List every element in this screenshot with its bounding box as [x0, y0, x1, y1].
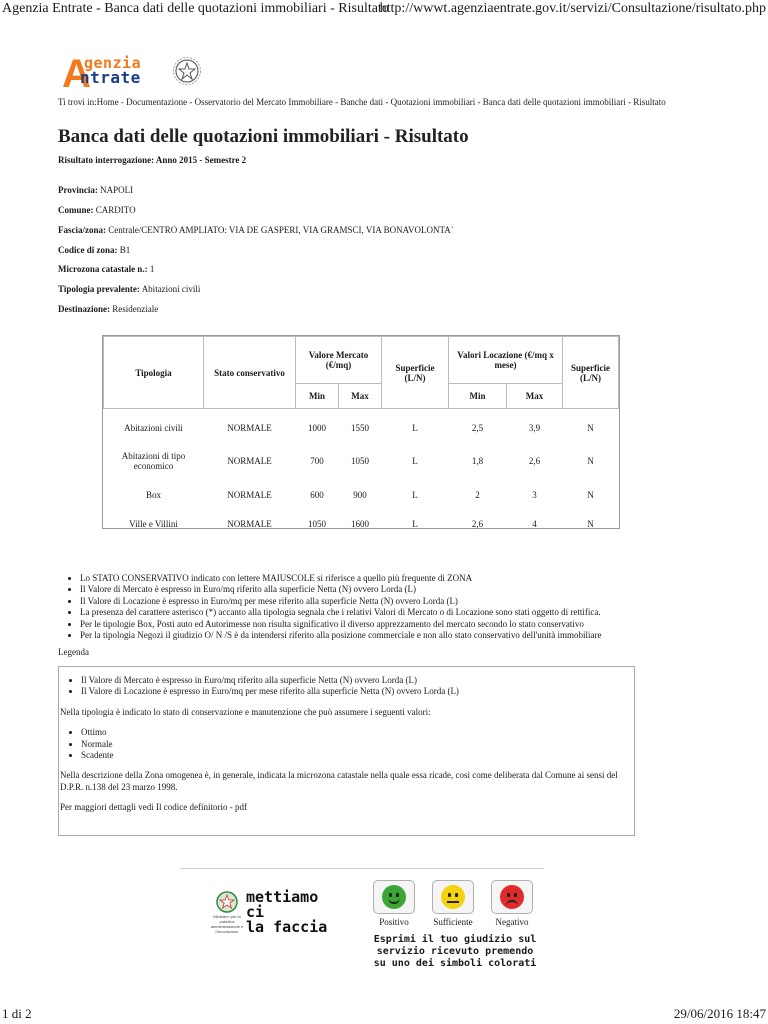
- giudizio-prompt: Esprimi il tuo giudizio sul servizio ricevuto premendo su uno dei simboli colorati: [373, 934, 537, 969]
- legenda-dettagli-link[interactable]: Per maggiori dettagli vedi Il codice definitorio - pdf: [60, 802, 247, 813]
- field-value: Residenziale: [112, 304, 159, 314]
- table-cell: L: [412, 422, 418, 433]
- col-header-max: Max: [339, 384, 382, 409]
- wordmark-line1: mettiamo ci: [246, 888, 319, 921]
- table-cell: 3: [532, 489, 537, 500]
- notes-list: [58, 573, 670, 641]
- table-cell: 1,8: [471, 456, 484, 466]
- note-item: • Il Valore di Mercato è espresso in Euro/mq riferito alla superficie Netta (N) ovvero Lorda (L): [80, 584, 670, 595]
- logo-line2: ntrate: [80, 68, 141, 87]
- legenda-box: [58, 666, 635, 836]
- table-cell: 600: [310, 489, 324, 500]
- quotations-table: [103, 336, 619, 538]
- neutral-smiley-icon: [441, 885, 465, 909]
- legenda-bullet: • Il Valore di Mercato è espresso in Euro/mq riferito alla superficie Netta (N) ovvero Lorda (L): [81, 675, 634, 686]
- col-header-tipologia: Tipologia: [104, 337, 204, 409]
- col-header-max: Max: [507, 384, 563, 409]
- negative-smiley-icon: [500, 885, 524, 909]
- table-cell: L: [412, 489, 418, 500]
- page-title: Banca dati delle quotazioni immobiliari - Risultato: [58, 126, 469, 147]
- positivo-label[interactable]: Positivo: [379, 917, 409, 927]
- field-label: Destinazione:: [58, 304, 110, 314]
- print-footer-datetime: 29/06/2016 18:47: [673, 1006, 766, 1021]
- table-cell: 1000: [308, 422, 326, 433]
- legenda-label: Legenda: [58, 647, 89, 657]
- italian-emblem-icon: [215, 890, 239, 914]
- col-header-stato: Stato conservativo: [204, 337, 296, 409]
- table-cell: L: [412, 518, 418, 529]
- table-cell: 3,9: [528, 422, 541, 433]
- table-cell: Abitazioni di tipo economico: [121, 451, 186, 471]
- positivo-button[interactable]: [373, 880, 415, 914]
- republic-emblem-icon: [172, 56, 202, 86]
- table-cell: 1550: [351, 422, 369, 433]
- col-header-superficie: Superficie (L/N): [382, 337, 449, 409]
- field-value: B1: [119, 245, 131, 255]
- sufficiente-button[interactable]: [432, 880, 474, 914]
- table-cell: Box: [145, 489, 161, 500]
- note-item: • Il Valore di Locazione è espresso in Euro/mq per mese riferito alla superficie Netta (N) ovvero Lorda (L): [80, 596, 670, 607]
- field-label: Fascia/zona:: [58, 225, 106, 235]
- legenda-stato-intro: Nella tipologia è indicato lo stato di conservazione e manutenzione che può assumere i seguenti valori:: [60, 706, 431, 717]
- field-label: Tipologia prevalente:: [58, 284, 140, 294]
- note-item: • Per la tipologia Negozi il giudizio O/ N /S è da intendersi riferito alla posizione commerciale e non allo stato conservativo dell'unità immobiliare: [80, 630, 670, 641]
- field-label: Microzona catastale n.:: [58, 264, 148, 274]
- table-cell: NORMALE: [227, 422, 272, 433]
- table-cell: 2,6: [528, 456, 541, 466]
- field-comune: [58, 205, 136, 215]
- divider: [180, 868, 544, 869]
- note-item: • Per le tipologie Box, Posti auto ed Autorimesse non risulta significativo il diverso apprezzamento del mercato secondo lo stato conservativo: [80, 619, 670, 630]
- table-row: [104, 442, 619, 480]
- table-cell: 1050: [308, 518, 326, 529]
- field-value: Abitazioni civili: [141, 284, 201, 294]
- table-row: [104, 509, 619, 538]
- field-destinazione: [58, 304, 158, 314]
- note-item: • Lo STATO CONSERVATIVO indicato con lettere MAIUSCOLE si riferisce a quello più frequente di ZONA: [80, 573, 670, 584]
- table-row: [104, 480, 619, 509]
- print-footer-page: 1 di 2: [2, 1006, 32, 1021]
- negativo-button[interactable]: [491, 880, 533, 914]
- table-cell: 2,6: [471, 518, 484, 529]
- breadcrumb[interactable]: Ti trovi in:Home - Documentazione - Osservatorio del Mercato Immobiliare - Banche dati - Quotazioni immobiliari - Banca dati delle quotazioni immobiliari - Risultato: [58, 97, 666, 107]
- field-value: Centrale/CENTRO AMPLIATO: VIA DE GASPERI, VIA GRAMSCI, VIA BONAVOLONTA`: [108, 225, 454, 235]
- field-fascia: [58, 225, 454, 235]
- field-label: Codice di zona:: [58, 245, 118, 255]
- table-cell: NORMALE: [227, 518, 272, 529]
- table-cell: Ville e Villini: [129, 518, 178, 529]
- table-cell: NORMALE: [227, 489, 272, 500]
- table-cell: 1600: [351, 518, 369, 529]
- field-value: CARDITO: [95, 205, 136, 215]
- table-cell: 900: [353, 489, 367, 500]
- agenzia-entrate-logo[interactable]: [62, 52, 202, 94]
- table-cell: Abitazioni civili: [124, 422, 183, 433]
- field-label: Provincia:: [58, 185, 98, 195]
- note-item: • La presenza del carattere asterisco (*) accanto alla tipologia segnala che i relativi Valori di Mercato o di Locazione sono stati oggetto di rettifica.: [80, 607, 670, 618]
- sufficiente-label[interactable]: Sufficiente: [433, 917, 473, 927]
- table-cell: 4: [532, 518, 537, 529]
- quotations-table-frame: [102, 335, 620, 529]
- table-cell: N: [587, 518, 594, 529]
- field-tipologia-prevalente: [58, 284, 200, 294]
- positive-smiley-icon: [382, 885, 406, 909]
- wordmark-line2: la faccia: [246, 918, 328, 936]
- mettiamoci-wordmark: [246, 890, 343, 935]
- query-subtitle: Risultato interrogazione: Anno 2015 - Semestre 2: [58, 155, 247, 165]
- field-value: 1: [149, 264, 155, 274]
- ministry-caption: Ministero per la pubblica amministrazione e l'innovazione: [210, 914, 244, 934]
- stato-item: • Ottimo: [81, 727, 634, 738]
- negativo-label[interactable]: Negativo: [495, 917, 529, 927]
- table-cell: 1050: [351, 456, 369, 466]
- print-header-url: http://wwwt.agenziaentrate.gov.it/servizi/Consultazione/risultato.php: [379, 1, 766, 16]
- table-cell: 2: [475, 489, 480, 500]
- mettiamoci-la-faccia-logo[interactable]: [208, 888, 343, 936]
- col-header-min: Min: [449, 384, 507, 409]
- table-row: [104, 413, 619, 442]
- legenda-bullet: • Il Valore di Locazione è espresso in Euro/mq per mese riferito alla superficie Netta (N) ovvero Lorda (L): [81, 686, 634, 697]
- legenda-stati: [60, 727, 634, 761]
- table-cell: 700: [310, 456, 324, 466]
- stato-item: • Normale: [81, 739, 634, 750]
- legenda-zona-text: Nella descrizione della Zona omogenea è, in generale, indicata la microzona catastale nella quale essa ricade, così come deliberata dal Comune ai sensi del D.P.R. n.138 del 23 marzo 1998.: [60, 770, 618, 792]
- field-label: Comune:: [58, 205, 94, 215]
- field-codice-zona: [58, 245, 130, 255]
- stato-item: • Scadente: [81, 750, 634, 761]
- logo-a-glyph: A: [62, 52, 91, 96]
- field-provincia: [58, 185, 133, 195]
- print-header-title: Agenzia Entrate - Banca dati delle quotazioni immobiliari - Risultato: [2, 1, 389, 16]
- col-header-valore-mercato: Valore Mercato (€/mq): [296, 337, 382, 384]
- table-cell: N: [587, 489, 594, 500]
- field-microzona: [58, 264, 154, 274]
- table-cell: N: [587, 422, 594, 433]
- col-header-superficie-locazione: Superficie (L/N): [563, 337, 619, 409]
- table-cell: N: [587, 456, 594, 466]
- col-header-min: Min: [296, 384, 339, 409]
- col-header-valori-locazione: Valori Locazione (€/mq x mese): [449, 337, 563, 384]
- table-cell: L: [412, 456, 418, 466]
- logo-line1: genzia: [84, 54, 142, 72]
- table-cell: NORMALE: [227, 456, 272, 466]
- field-value: NAPOLI: [100, 185, 134, 195]
- legenda-bullets: [60, 675, 634, 698]
- table-cell: 2,5: [471, 422, 484, 433]
